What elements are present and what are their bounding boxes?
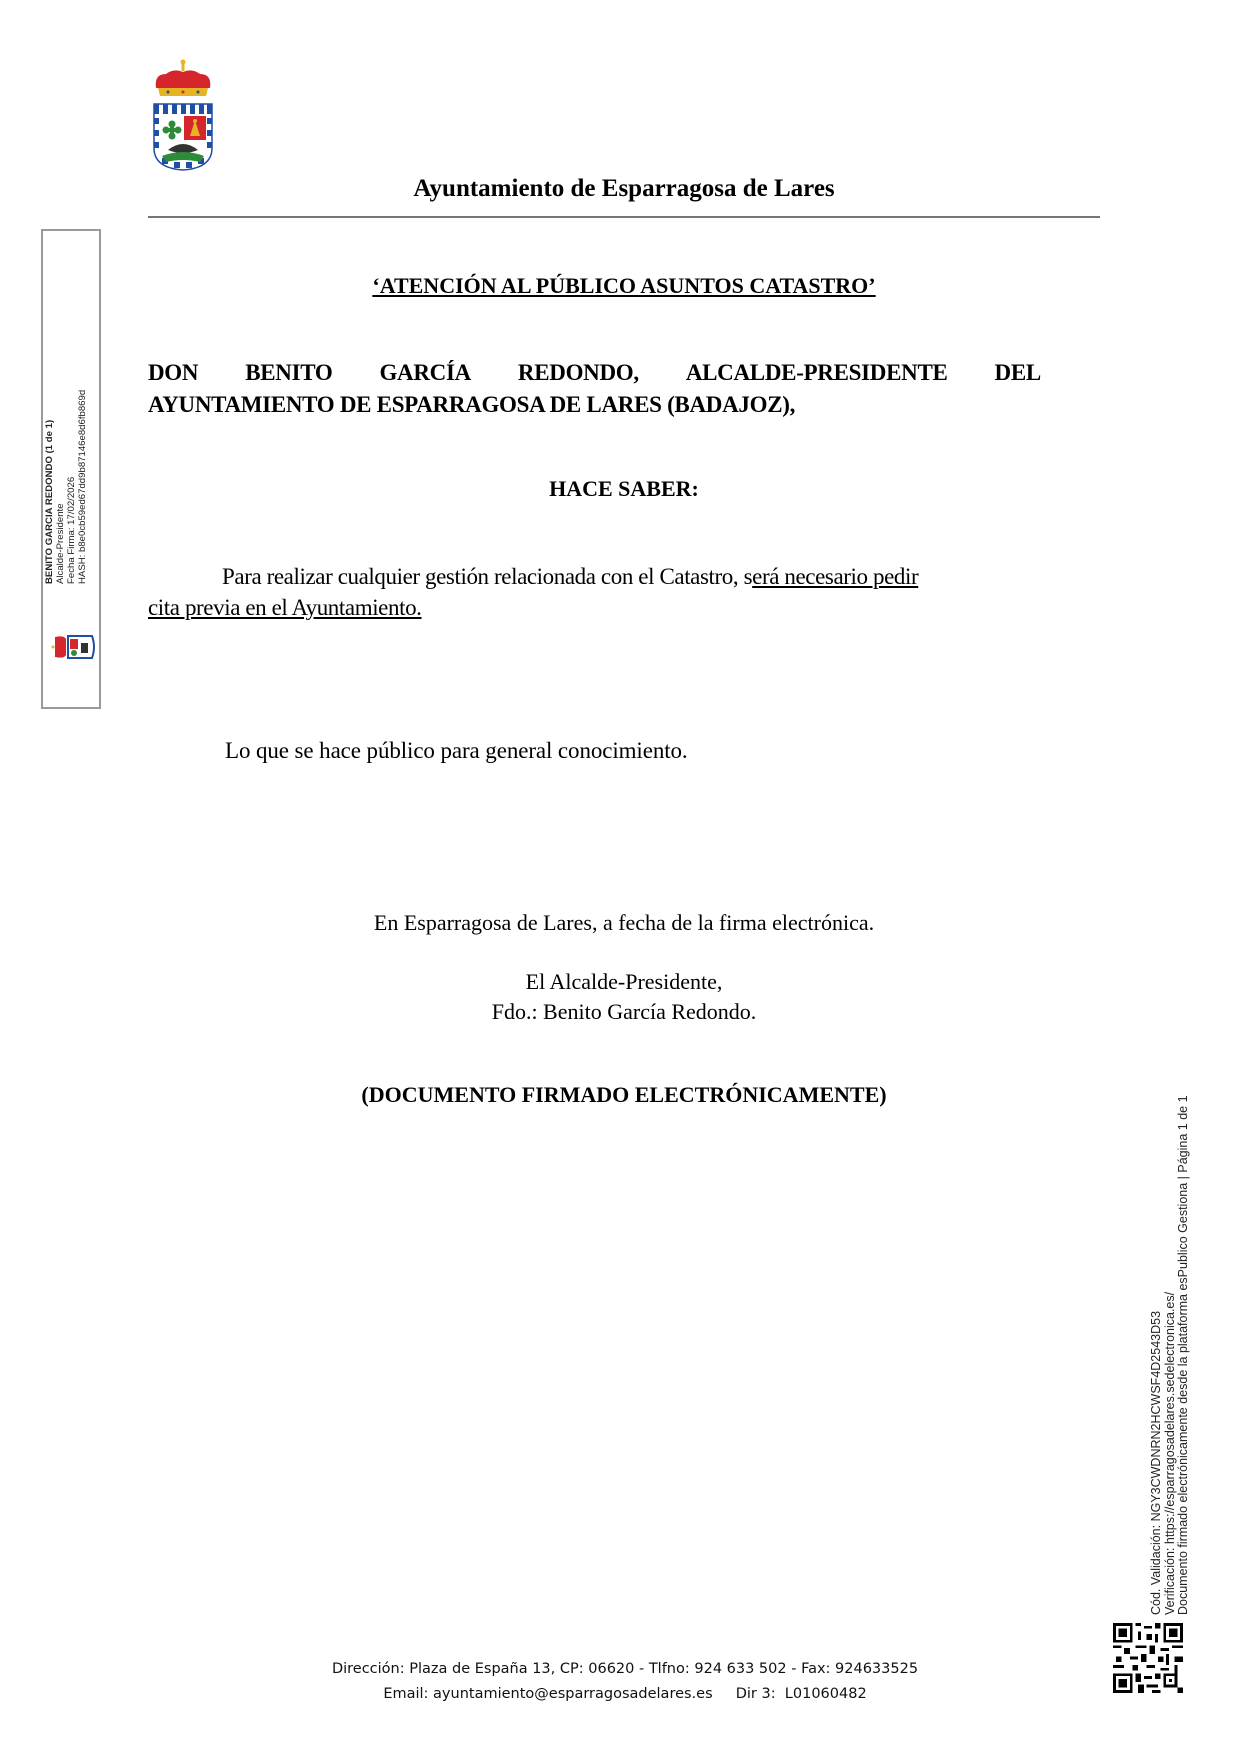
hace-saber-heading: HACE SABER: xyxy=(549,476,699,501)
footer-email[interactable]: Email: ayuntamiento@esparragosadelares.es xyxy=(383,1686,713,1702)
stamp-signer-name: BENITO GARCIA REDONDO (1 de 1) xyxy=(44,419,55,584)
intro-line-1 xyxy=(148,357,1041,389)
intro-word: REDONDO, xyxy=(517,360,639,385)
closing-text: Lo que se hace público para general conocimiento. xyxy=(225,738,688,763)
stamp-signer-role: Alcalde-Presidente xyxy=(55,503,66,584)
signer-role: El Alcalde-Presidente, xyxy=(525,969,723,994)
body-underlined-text: cita previa en el Ayuntamiento. xyxy=(148,595,422,620)
stamp-date: Fecha Firma: 17/02/2026 xyxy=(66,476,77,584)
intro-word: DEL xyxy=(994,360,1041,385)
page-footer xyxy=(200,1657,1050,1707)
header-divider xyxy=(148,216,1100,218)
municipal-crest-logo xyxy=(150,58,216,172)
intro-word: GARCÍA xyxy=(379,360,471,385)
footer-dir3: Dir 3: L01060482 xyxy=(735,1686,867,1702)
intro-word: BENITO xyxy=(245,360,333,385)
intro-word: DON xyxy=(148,360,199,385)
place-date-text: En Esparragosa de Lares, a fecha de la firma electrónica. xyxy=(373,910,875,935)
footer-address: Dirección: Plaza de España 13, CP: 06620 - Tlfno: 924 633 502 - Fax: 924633525 xyxy=(331,1661,919,1677)
verification-url[interactable]: Verificación: https://esparragosadelares.sedelectronica.es/ xyxy=(1162,1291,1177,1615)
intro-word: ALCALDE-PRESIDENTE xyxy=(685,360,948,385)
intro-line-2: AYUNTAMIENTO DE ESPARRAGOSA DE LARES (BADAJOZ), xyxy=(148,392,796,417)
validation-code: Cód. Validación: NGY3CWDNRN2HCWSF4D2543D53 xyxy=(1149,1310,1163,1615)
signer-name: Fdo.: Benito García Redondo. xyxy=(491,999,757,1024)
body-text: Para realizar cualquier gestión relacionada con el Catastro, s xyxy=(222,564,753,589)
stamp-hash: HASH: b8e0cb59ed67dd9b87146e8d6fb869d xyxy=(77,389,88,584)
header-title: Ayuntamiento de Esparragosa de Lares xyxy=(413,175,835,202)
stamp-crest-icon xyxy=(50,633,96,661)
document-title: ‘ATENCIÓN AL PÚBLICO ASUNTOS CATASTRO’ xyxy=(372,273,876,298)
body-paragraph xyxy=(148,561,1041,623)
signed-notice: (DOCUMENTO FIRMADO ELECTRÓNICAMENTE) xyxy=(361,1082,887,1107)
intro-paragraph xyxy=(148,357,1041,421)
signature-block xyxy=(148,967,1100,1027)
footer-contact xyxy=(200,1682,1050,1707)
platform-page-info: Documento firmado electrónicamente desde la plataforma esPublico Gestiona | Página 1 de 1 xyxy=(1176,1095,1190,1615)
body-underlined-text: erá necesario pedir xyxy=(752,564,919,589)
qr-code-icon[interactable] xyxy=(1113,1623,1183,1693)
